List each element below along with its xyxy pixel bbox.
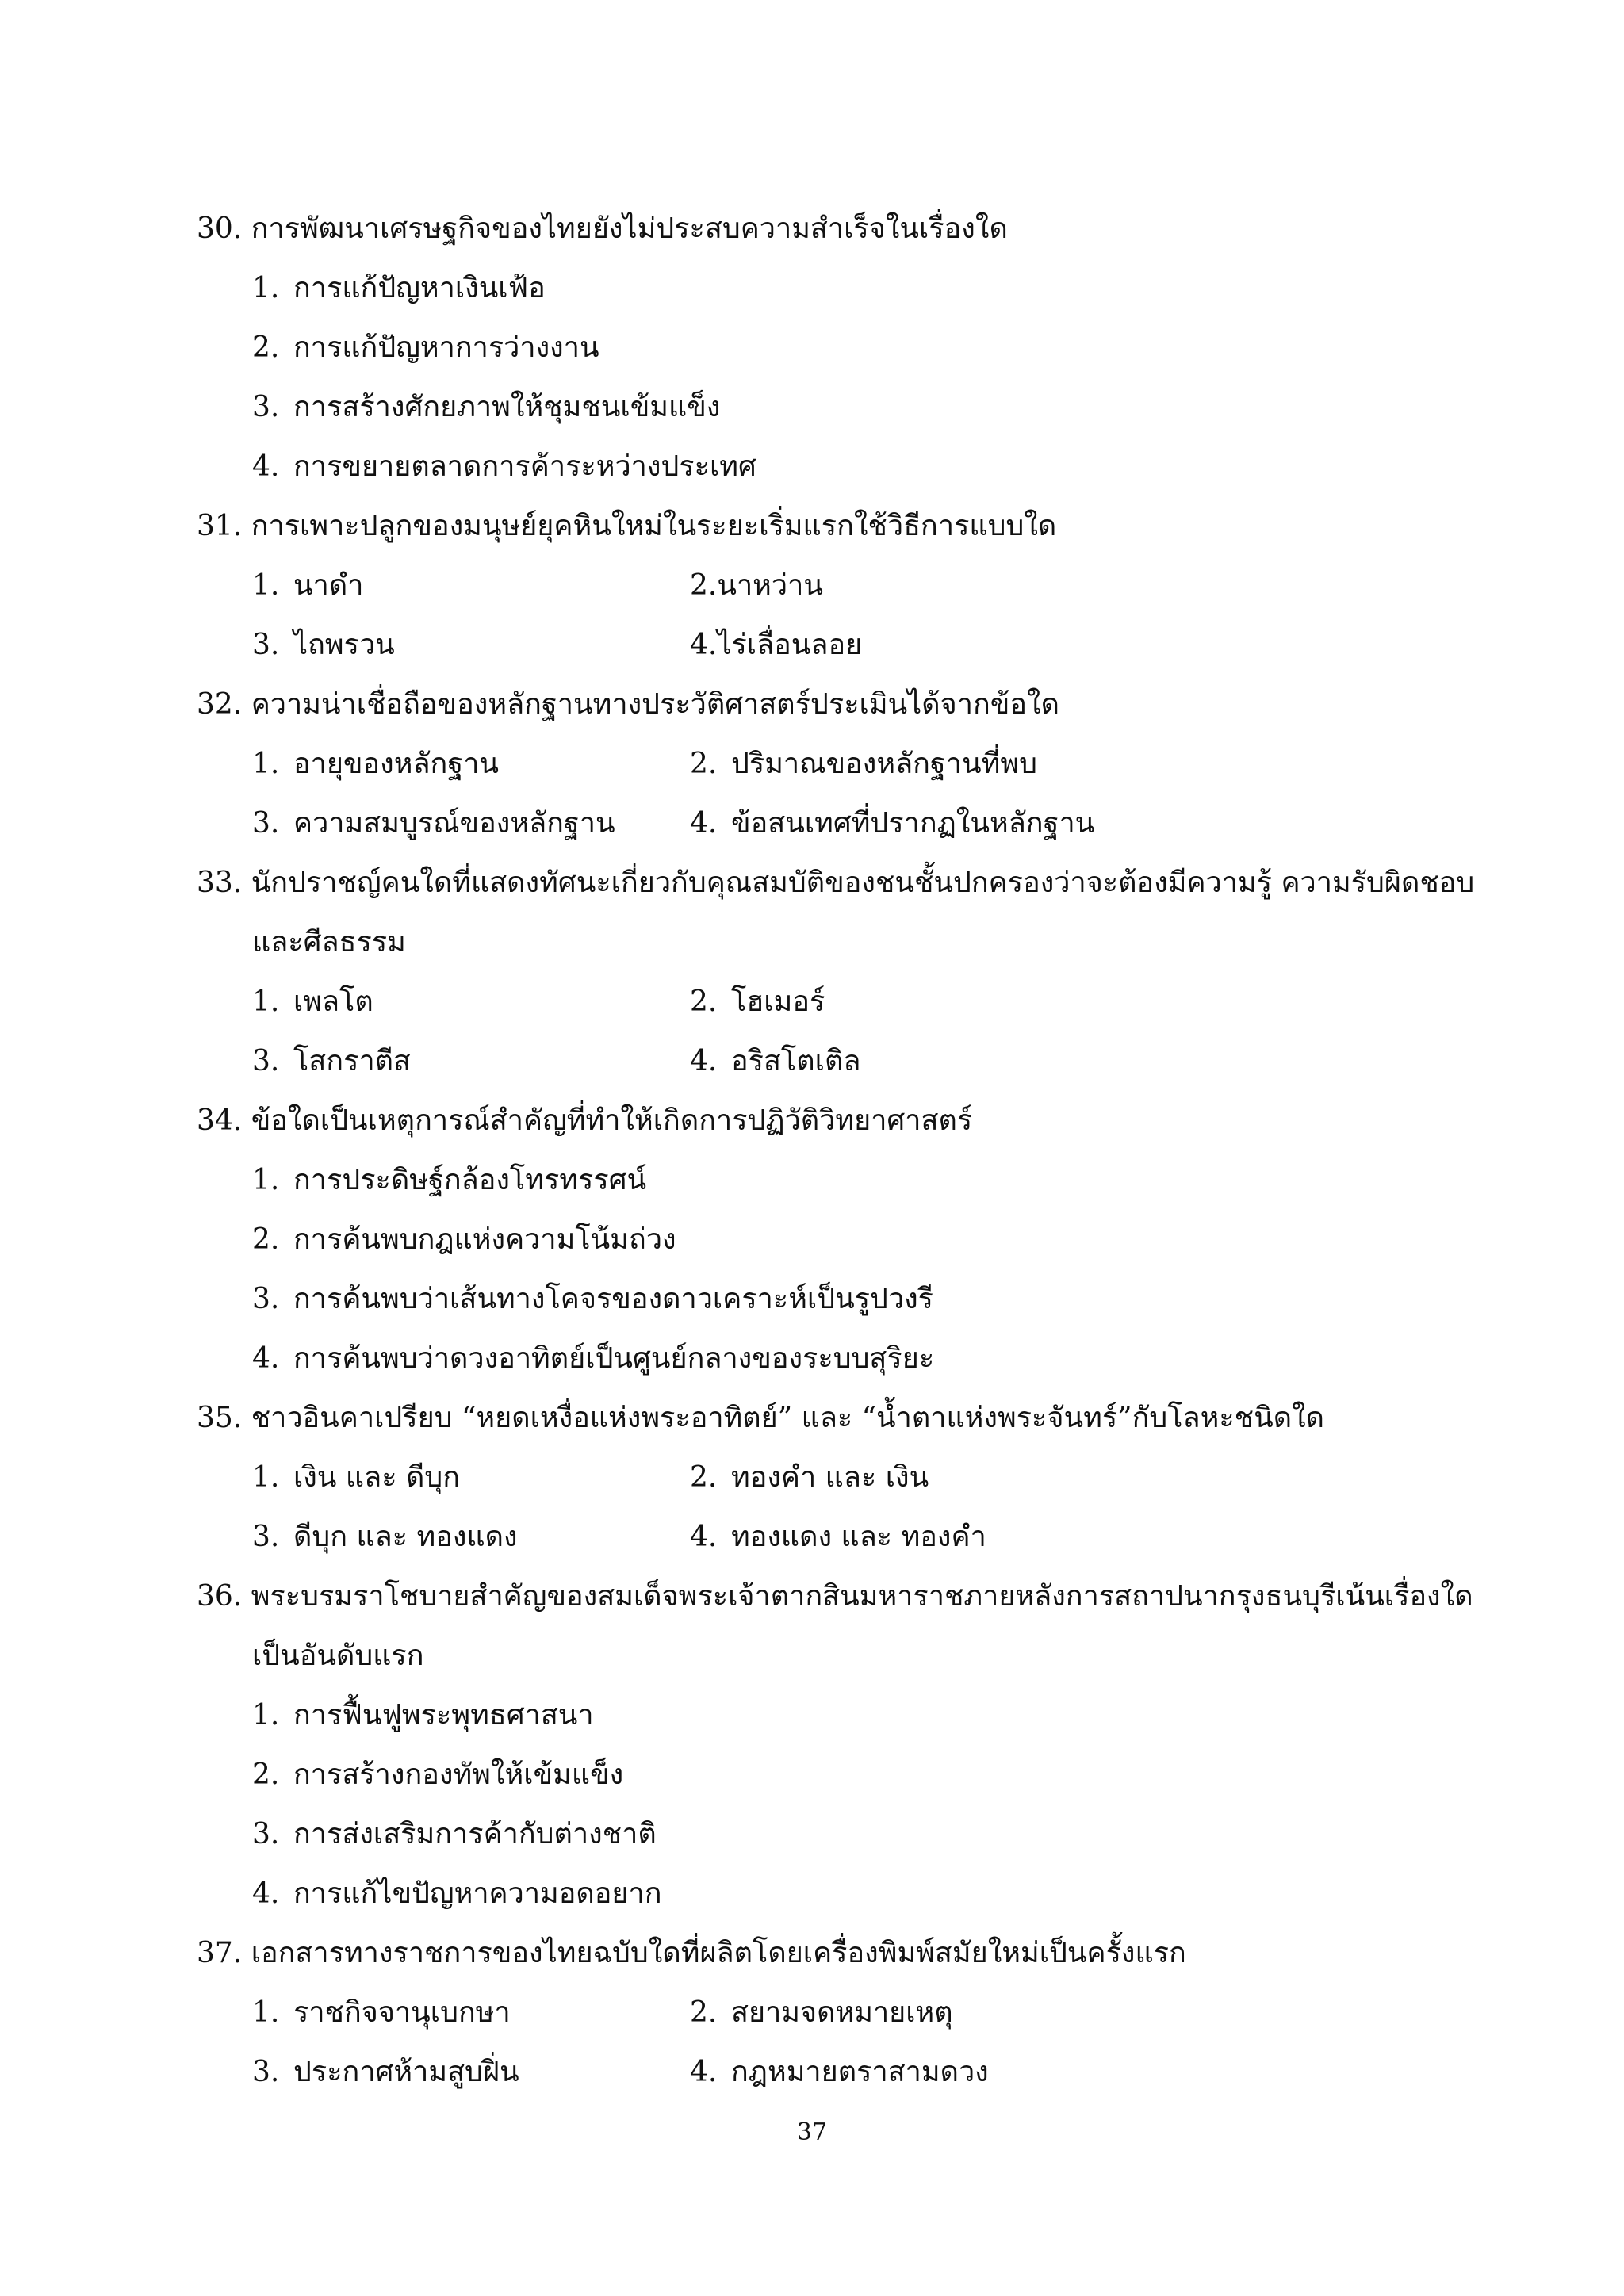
question-36-option-4: 4. การแก้ไขปัญหาความอดอยาก [252, 1877, 662, 1910]
question-35-option-2: 2. ทองคำ และ เงิน [690, 1461, 929, 1494]
question-34-option-3: 3. การค้นพบว่าเส้นทางโคจรของดาวเคราะห์เป็นรูปวงรี [252, 1283, 934, 1315]
question-37: 37. เอกสารทางราชการของไทยฉบับใดที่ผลิตโดยเครื่องพิมพ์สมัยใหม่เป็นครั้งแรก [197, 1937, 1186, 1969]
question-37-option-2: 2. สยามจดหมายเหตุ [690, 1996, 953, 2029]
question-37-option-4: 4. กฎหมายตราสามดวง [690, 2056, 989, 2088]
question-35-option-3: 3. ดีบุก และ ทองแดง [252, 1521, 518, 1553]
question-32-option-3: 3. ความสมบูรณ์ของหลักฐาน [252, 807, 615, 840]
question-36-option-3: 3. การส่งเสริมการค้ากับต่างชาติ [252, 1818, 657, 1850]
question-34-option-4: 4. การค้นพบว่าดวงอาทิตย์เป็นศูนย์กลางของระบบสุริยะ [252, 1342, 935, 1375]
question-34-option-2: 2. การค้นพบกฎแห่งความโน้มถ่วง [252, 1223, 676, 1256]
question-36-continuation: เป็นอันดับแรก [252, 1640, 424, 1672]
question-34-option-1: 1. การประดิษฐ์กล้องโทรทรรศน์ [252, 1164, 647, 1196]
question-37-option-1: 1. ราชกิจจานุเบกษา [252, 1996, 511, 2029]
question-30-option-4: 4. การขยายตลาดการค้าระหว่างประเทศ [252, 450, 756, 483]
question-36: 36. พระบรมราโชบายสำคัญของสมเด็จพระเจ้าตากสินมหาราชภายหลังการสถาปนากรุงธนบุรีเน้นเรื่องใด [197, 1580, 1473, 1613]
question-32: 32. ความน่าเชื่อถือของหลักฐานทางประวัติศาสตร์ประเมินได้จากข้อใด [197, 688, 1059, 721]
question-35: 35. ชาวอินคาเปรียบ “หยดเหงื่อแห่งพระอาทิตย์” และ “น้ำตาแห่งพระจันทร์”กับโลหะชนิดใด [197, 1402, 1325, 1434]
question-33-option-4: 4. อริสโตเติล [690, 1045, 861, 1077]
question-35-option-1: 1. เงิน และ ดีบุก [252, 1461, 461, 1494]
question-31-option-4: 4.ไร่เลื่อนลอย [690, 629, 863, 661]
question-36-option-2: 2. การสร้างกองทัพให้เข้มแข็ง [252, 1758, 624, 1791]
question-31-option-2: 2.นาหว่าน [690, 569, 823, 602]
question-33-option-3: 3. โสกราตีส [252, 1045, 412, 1077]
question-31: 31. การเพาะปลูกของมนุษย์ยุคหินใหม่ในระยะเริ่มแรกใช้วิธีการแบบใด [197, 510, 1057, 542]
question-32-option-4: 4. ข้อสนเทศที่ปรากฏในหลักฐาน [690, 807, 1095, 840]
page-number: 37 [796, 2118, 828, 2146]
question-33-option-1: 1. เพลโต [252, 985, 373, 1018]
question-32-option-1: 1. อายุของหลักฐาน [252, 748, 500, 780]
question-30-option-1: 1. การแก้ปัญหาเงินเฟ้อ [252, 272, 546, 304]
question-33-continuation: และศีลธรรม [252, 926, 406, 959]
question-30-option-3: 3. การสร้างศักยภาพให้ชุมชนเข้มแข็ง [252, 391, 721, 423]
question-30-option-2: 2. การแก้ปัญหาการว่างงาน [252, 331, 599, 364]
question-35-option-4: 4. ทองแดง และ ทองคำ [690, 1521, 986, 1553]
question-36-option-1: 1. การฟื้นฟูพระพุทธศาสนา [252, 1699, 594, 1732]
question-31-option-3: 3. ไถพรวน [252, 629, 395, 661]
question-30: 30. การพัฒนาเศรษฐกิจของไทยยังไม่ประสบความสำเร็จในเรื่องใด [197, 212, 1008, 245]
question-32-option-2: 2. ปริมาณของหลักฐานที่พบ [690, 748, 1037, 780]
question-33: 33. นักปราชญ์คนใดที่แสดงทัศนะเกี่ยวกับคุณสมบัติของชนชั้นปกครองว่าจะต้องมีความรู้ ความรับผิดชอบ [197, 867, 1475, 899]
question-34: 34. ข้อใดเป็นเหตุการณ์สำคัญที่ทำให้เกิดการปฏิวัติวิทยาศาสตร์ [197, 1104, 973, 1137]
question-33-option-2: 2. โฮเมอร์ [690, 985, 825, 1018]
question-31-option-1: 1. นาดำ [252, 569, 364, 602]
question-37-option-3: 3. ประกาศห้ามสูบฝิ่น [252, 2056, 519, 2088]
